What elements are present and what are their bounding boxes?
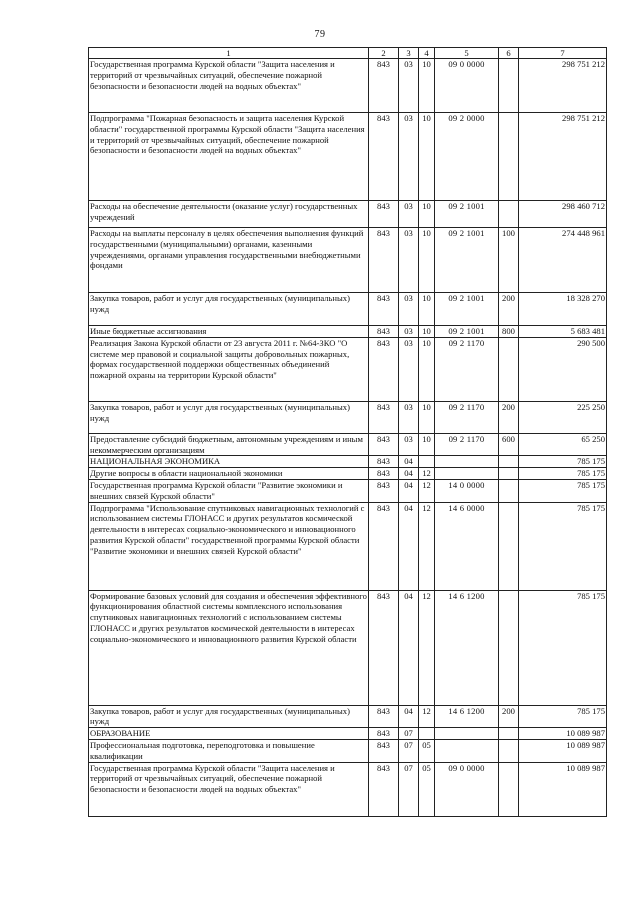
row-name: Формирование базовых условий для создания и обеспечения эффективного функционирования областной системы комплексного использования спутниковых навигационных технологий с использованием системы ГЛОНАСС и других результатов космической деятельности в интересах социально-экономического и инновационного развития Курской области — [89, 590, 369, 705]
col4-cell — [419, 728, 435, 740]
col2-cell: 843 — [369, 337, 399, 401]
target-code-cell — [435, 456, 499, 468]
col3-cell: 03 — [399, 326, 419, 338]
col3-cell: 03 — [399, 401, 419, 433]
amount-cell: 785 175 — [519, 502, 607, 590]
amount-cell: 298 751 212 — [519, 113, 607, 201]
table-row — [89, 293, 607, 326]
page-number: 79 — [314, 29, 326, 40]
col2-cell: 843 — [369, 705, 399, 728]
target-code-cell: 09 2 1001 — [435, 293, 499, 326]
col3-cell: 07 — [399, 762, 419, 816]
table-row — [89, 59, 607, 113]
col4-cell: 10 — [419, 337, 435, 401]
target-code-cell: 09 2 0000 — [435, 113, 499, 201]
expense-type-cell — [499, 479, 519, 502]
amount-cell: 290 500 — [519, 337, 607, 401]
col2-cell: 843 — [369, 728, 399, 740]
col2-cell: 843 — [369, 433, 399, 456]
expense-type-cell — [499, 337, 519, 401]
expense-type-cell — [499, 728, 519, 740]
table-row — [89, 113, 607, 201]
table-row — [89, 433, 607, 456]
amount-cell: 18 328 270 — [519, 293, 607, 326]
target-code-cell: 14 6 1200 — [435, 705, 499, 728]
table-row — [89, 502, 607, 590]
col3-cell: 04 — [399, 705, 419, 728]
col4-cell: 10 — [419, 228, 435, 293]
table-row — [89, 479, 607, 502]
amount-cell: 65 250 — [519, 433, 607, 456]
col3-cell: 03 — [399, 293, 419, 326]
header-cell: 6 — [499, 48, 519, 59]
row-name: Подпрограмма "Пожарная безопасность и защита населения Курской области" государственной программы Курской области "Защита населения и территорий от чрезвычайных ситуаций, обеспечение пожарной безопасности и безопасности людей на водных объектах" — [89, 113, 369, 201]
target-code-cell: 09 2 1001 — [435, 326, 499, 338]
col3-cell: 03 — [399, 201, 419, 228]
col2-cell: 843 — [369, 201, 399, 228]
table-row — [89, 337, 607, 401]
col2-cell: 843 — [369, 762, 399, 816]
col4-cell: 12 — [419, 479, 435, 502]
col4-cell: 12 — [419, 502, 435, 590]
col4-cell: 10 — [419, 201, 435, 228]
col4-cell: 12 — [419, 705, 435, 728]
expense-type-cell — [499, 590, 519, 705]
header-cell: 4 — [419, 48, 435, 59]
row-name: Закупка товаров, работ и услуг для государственных (муниципальных) нужд — [89, 401, 369, 433]
table-row — [89, 739, 607, 762]
expense-type-cell — [499, 456, 519, 468]
col2-cell: 843 — [369, 739, 399, 762]
col3-cell: 03 — [399, 113, 419, 201]
header-cell: 3 — [399, 48, 419, 59]
amount-cell: 10 089 987 — [519, 739, 607, 762]
amount-cell: 298 460 712 — [519, 201, 607, 228]
target-code-cell: 09 2 1001 — [435, 228, 499, 293]
expense-type-cell: 800 — [499, 326, 519, 338]
col3-cell: 04 — [399, 479, 419, 502]
col4-cell: 10 — [419, 113, 435, 201]
amount-cell: 274 448 961 — [519, 228, 607, 293]
table-row — [89, 590, 607, 705]
row-name: Другие вопросы в области национальной экономики — [89, 468, 369, 480]
table-row — [89, 728, 607, 740]
row-name: Расходы на обеспечение деятельности (оказание услуг) государственных учреждений — [89, 201, 369, 228]
amount-cell: 10 089 987 — [519, 762, 607, 816]
col4-cell: 05 — [419, 739, 435, 762]
amount-cell: 298 751 212 — [519, 59, 607, 113]
amount-cell: 5 683 481 — [519, 326, 607, 338]
expense-type-cell: 200 — [499, 293, 519, 326]
table-row — [89, 456, 607, 468]
col3-cell: 04 — [399, 468, 419, 480]
expense-type-cell — [499, 502, 519, 590]
row-name: Государственная программа Курской области "Защита населения и территорий от чрезвычайных ситуаций, обеспечение пожарной безопасности и безопасности людей на водных объектах" — [89, 762, 369, 816]
row-name: Иные бюджетные ассигнования — [89, 326, 369, 338]
table-header-row — [89, 48, 607, 59]
target-code-cell — [435, 468, 499, 480]
col4-cell: 10 — [419, 59, 435, 113]
table-row — [89, 401, 607, 433]
target-code-cell — [435, 728, 499, 740]
col3-cell: 03 — [399, 59, 419, 113]
target-code-cell: 09 2 1170 — [435, 337, 499, 401]
table-row — [89, 201, 607, 228]
expense-type-cell: 600 — [499, 433, 519, 456]
col3-cell: 04 — [399, 590, 419, 705]
expense-type-cell — [499, 113, 519, 201]
col3-cell: 04 — [399, 502, 419, 590]
col2-cell: 843 — [369, 468, 399, 480]
expense-type-cell: 200 — [499, 401, 519, 433]
target-code-cell: 09 0 0000 — [435, 59, 499, 113]
table-row — [89, 228, 607, 293]
header-cell: 1 — [89, 48, 369, 59]
amount-cell: 785 175 — [519, 705, 607, 728]
header-cell: 7 — [519, 48, 607, 59]
col4-cell: 05 — [419, 762, 435, 816]
col4-cell: 12 — [419, 468, 435, 480]
header-cell: 5 — [435, 48, 499, 59]
row-name: Профессиональная подготовка, переподготовка и повышение квалификации — [89, 739, 369, 762]
col2-cell: 843 — [369, 479, 399, 502]
row-name: Расходы на выплаты персоналу в целях обеспечения выполнения функций государственными (муниципальными) органами, казенными учреждениями, органами управления государственными внебюджетными фондами — [89, 228, 369, 293]
row-name: Государственная программа Курской области "Защита населения и территорий от чрезвычайных ситуаций, обеспечение пожарной безопасности и безопасности людей на водных объектах" — [89, 59, 369, 113]
amount-cell: 225 250 — [519, 401, 607, 433]
col4-cell: 10 — [419, 401, 435, 433]
expense-type-cell — [499, 201, 519, 228]
target-code-cell: 14 0 0000 — [435, 479, 499, 502]
target-code-cell: 14 6 0000 — [435, 502, 499, 590]
amount-cell: 785 175 — [519, 456, 607, 468]
expense-type-cell: 100 — [499, 228, 519, 293]
row-name: Реализация Закона Курской области от 23 августа 2011 г. №64-ЗКО "О системе мер правовой и социальной защиты добровольных пожарных, формах государственной поддержки общественных объединений пожарной охраны на территории Курской области" — [89, 337, 369, 401]
expense-type-cell — [499, 468, 519, 480]
amount-cell: 785 175 — [519, 590, 607, 705]
col4-cell: 10 — [419, 326, 435, 338]
table-row — [89, 762, 607, 816]
amount-cell: 785 175 — [519, 479, 607, 502]
target-code-cell: 09 2 1170 — [435, 433, 499, 456]
col2-cell: 843 — [369, 113, 399, 201]
col2-cell: 843 — [369, 228, 399, 293]
table-row — [89, 705, 607, 728]
target-code-cell: 09 0 0000 — [435, 762, 499, 816]
col4-cell: 10 — [419, 293, 435, 326]
row-name: Подпрограмма "Использование спутниковых навигационных технологий с использованием системы ГЛОНАСС и других результатов космической деятельности в интересах социально-экономического и инновационного развития Курской области" государственной программы Курской области "Развитие экономики и внешних связей Курской области" — [89, 502, 369, 590]
col3-cell: 07 — [399, 739, 419, 762]
budget-table — [88, 47, 607, 817]
col2-cell: 843 — [369, 401, 399, 433]
table-row — [89, 326, 607, 338]
col3-cell: 03 — [399, 433, 419, 456]
col2-cell: 843 — [369, 456, 399, 468]
expense-type-cell — [499, 739, 519, 762]
col4-cell: 12 — [419, 590, 435, 705]
row-name: Закупка товаров, работ и услуг для государственных (муниципальных) нужд — [89, 293, 369, 326]
expense-type-cell — [499, 762, 519, 816]
target-code-cell: 14 6 1200 — [435, 590, 499, 705]
col2-cell: 843 — [369, 590, 399, 705]
row-name: Закупка товаров, работ и услуг для государственных (муниципальных) нужд — [89, 705, 369, 728]
col2-cell: 843 — [369, 59, 399, 113]
row-name: ОБРАЗОВАНИЕ — [89, 728, 369, 740]
col4-cell: 10 — [419, 433, 435, 456]
col3-cell: 03 — [399, 228, 419, 293]
row-name: Предоставление субсидий бюджетным, автономным учреждениям и иным некоммерческим организациям — [89, 433, 369, 456]
target-code-cell: 09 2 1170 — [435, 401, 499, 433]
header-cell: 2 — [369, 48, 399, 59]
row-name: НАЦИОНАЛЬНАЯ ЭКОНОМИКА — [89, 456, 369, 468]
target-code-cell: 09 2 1001 — [435, 201, 499, 228]
col2-cell: 843 — [369, 502, 399, 590]
col2-cell: 843 — [369, 293, 399, 326]
expense-type-cell — [499, 59, 519, 113]
col3-cell: 07 — [399, 728, 419, 740]
col3-cell: 04 — [399, 456, 419, 468]
expense-type-cell: 200 — [499, 705, 519, 728]
target-code-cell — [435, 739, 499, 762]
col4-cell — [419, 456, 435, 468]
amount-cell: 10 089 987 — [519, 728, 607, 740]
row-name: Государственная программа Курской области "Развитие экономики и внешних связей Курской области" — [89, 479, 369, 502]
table-row — [89, 468, 607, 480]
col2-cell: 843 — [369, 326, 399, 338]
col3-cell: 03 — [399, 337, 419, 401]
amount-cell: 785 175 — [519, 468, 607, 480]
